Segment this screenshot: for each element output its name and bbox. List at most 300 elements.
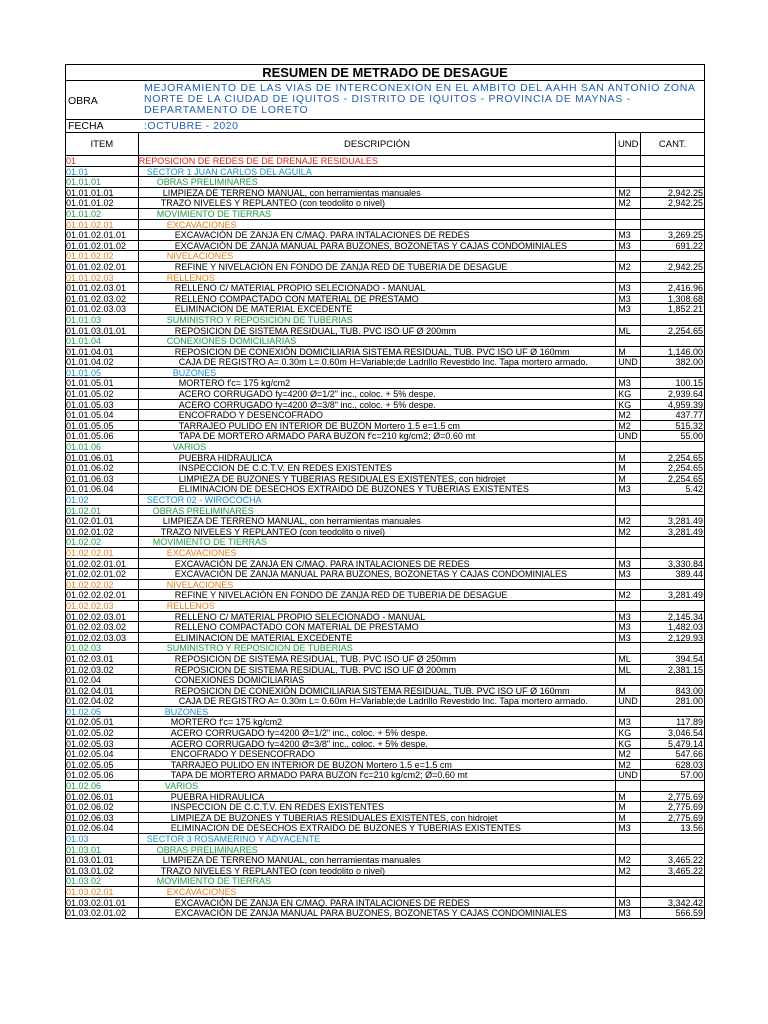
row-description: VARIOS — [139, 781, 617, 791]
row-quantity: 2,381.15 — [667, 664, 703, 675]
table-row — [66, 506, 704, 517]
row-quantity: 2,254.65 — [667, 325, 703, 336]
row-item-code: 01.01.06.02 — [0, 463, 139, 473]
row-quantity: 3,342.42 — [667, 897, 703, 908]
fecha-value: :OCTUBRE - 2020 — [144, 120, 239, 132]
row-unit: M2 — [616, 855, 641, 865]
row-quantity: 389.44 — [675, 569, 703, 579]
row-unit: M3 — [616, 622, 641, 632]
row-item-code: 01.02.03.02 — [0, 665, 139, 675]
row-quantity: 2,775.69 — [667, 812, 703, 823]
row-quantity: 2,416.96 — [667, 283, 703, 293]
row-description: RELLENOS — [139, 601, 617, 611]
row-item-code: 01.01.03 — [0, 315, 139, 325]
row-quantity: 3,046.54 — [667, 728, 703, 738]
row-unit: M2 — [616, 866, 641, 876]
row-quantity — [641, 167, 704, 177]
row-item-code: 01.02.05.01 — [0, 717, 139, 727]
table-row — [66, 802, 704, 813]
row-description: VARIOS — [139, 442, 617, 452]
row-description: EXCAVACIÓN DE ZANJA MANUAL PARA BUZONES, BOZONETAS Y CAJAS CONDOMINIALES — [139, 241, 617, 251]
row-description: ACERO CORRUGADO fy=4200 Ø=3/8" inc., coloc. + 5% despe. — [139, 739, 617, 749]
row-description: NIVELACIONES — [139, 580, 617, 590]
row-item-code: 01.01.04 — [0, 336, 139, 346]
row-description: TRAZO NIVELES Y REPLANTEO (con teodolito o nivel) — [139, 527, 617, 537]
row-item-code: 01.01.01.01 — [0, 188, 139, 198]
row-item-code: 01.02.02.01.02 — [0, 569, 139, 579]
row-description: RELLENO C/ MATERIAL PROPIO SELECIONADO - MANUAL — [139, 612, 617, 622]
row-description: TARRAJEO PULIDO EN INTERIOR DE BUZON Mortero 1.5 e=1.5 cm — [139, 421, 617, 431]
table-row — [66, 770, 704, 781]
row-description: RELLENO COMPACTADO CON MATERIAL DE PRESTAMO — [139, 622, 617, 632]
row-description: BUZONES — [139, 707, 617, 717]
obra-row — [65, 80, 705, 119]
row-item-code: 01.02.06.01 — [0, 792, 139, 802]
table-row — [66, 156, 704, 167]
table-row — [66, 442, 704, 453]
table-row — [66, 421, 704, 432]
row-quantity — [641, 495, 704, 505]
row-description: REPOSICION DE CONEXIÓN DOMICILIARIA SISTEMA RESIDUAL, TUB. PVC ISO UF Ø 160mm — [139, 686, 617, 696]
row-item-code: 01.01.06.04 — [0, 484, 139, 494]
row-description: NIVELACIONES — [139, 251, 617, 261]
row-item-code: 01.02.02 — [0, 537, 139, 547]
row-item-code: 01.01.02.02.01 — [0, 262, 139, 272]
table-row — [66, 686, 704, 697]
row-unit: M2 — [616, 590, 641, 600]
row-description: LIMPIEZA DE BUZONES Y TUBERIAS RESIDUALES EXISTENTES, con hidrojet — [139, 474, 617, 484]
row-description: REFINE Y NIVELACIÓN EN FONDO DE ZANJA RED DE TUBERIA DE DESAGUE — [139, 262, 617, 272]
row-unit — [616, 675, 641, 685]
row-quantity: 394.54 — [675, 653, 703, 664]
row-item-code: 01.02.01 — [0, 506, 139, 516]
row-item-code: 01.02.02.01.01 — [0, 559, 139, 569]
row-unit: M2 — [616, 749, 641, 759]
row-item-code: 01.01.05.02 — [0, 389, 139, 399]
row-description: BUZONES — [139, 368, 617, 378]
row-item-code: 01.02.06.04 — [0, 823, 139, 833]
table-row — [66, 167, 704, 178]
table-row — [66, 326, 704, 337]
row-item-code: 01.02.05.05 — [0, 760, 139, 770]
row-item-code: 01.03 — [0, 834, 139, 844]
row-item-code: 01.03.01.02 — [0, 866, 139, 876]
table-row — [66, 866, 704, 877]
row-quantity: 2,254.65 — [667, 452, 703, 463]
row-description: REFINE Y NIVELACIÓN EN FONDO DE ZANJA RED DE TUBERIA DE DESAGUE — [139, 590, 617, 600]
row-description: MORTERO f'c= 175 kg/cm2 — [139, 378, 617, 388]
row-item-code: 01.01.02.03.02 — [0, 294, 139, 304]
row-description: SECTOR 02 - WIROCOCHA — [139, 495, 617, 505]
row-quantity — [641, 834, 704, 844]
row-description: MORTERO f'c= 175 kg/cm2 — [139, 717, 617, 727]
row-unit — [616, 580, 641, 590]
row-item-code: 01.01.05.03 — [0, 400, 139, 410]
row-item-code: 01.02.02.03.01 — [0, 612, 139, 622]
row-unit — [616, 834, 641, 844]
row-description: ELIMINACION DE MATERIAL EXCEDENTE — [139, 304, 617, 314]
row-item-code: 01.01.02.03.03 — [0, 304, 139, 314]
row-description: MOVIMIENTO DE TIERRAS — [139, 537, 617, 547]
row-unit: M — [616, 453, 641, 463]
row-unit: UND — [616, 357, 641, 367]
row-description: OBRAS PRELIMINARES — [139, 177, 617, 187]
row-item-code: 01.01.02.01.02 — [0, 241, 139, 251]
row-unit: M3 — [616, 908, 641, 918]
row-item-code: 01.01.01 — [0, 177, 139, 187]
row-description: EXCAVACIÓN DE ZANJA EN C/MAQ. PARA INTALACIONES DE REDES — [139, 559, 617, 569]
row-unit — [616, 442, 641, 452]
row-unit: M3 — [616, 633, 641, 643]
row-description: OBRAS PRELIMINARES — [139, 506, 617, 516]
row-quantity: 437.77 — [675, 410, 703, 420]
row-quantity — [641, 315, 704, 325]
row-item-code: 01.01.02.03 — [0, 273, 139, 283]
row-quantity: 2,775.69 — [667, 791, 703, 802]
table-row — [66, 622, 704, 633]
row-unit: M2 — [616, 410, 641, 420]
row-quantity: 100.15 — [675, 378, 703, 389]
row-unit — [616, 209, 641, 219]
column-header-descripcion: DESCRIPCIÓN — [139, 133, 617, 155]
row-description: RELLENOS — [139, 273, 617, 283]
row-item-code: 01.02 — [0, 495, 139, 505]
row-unit — [616, 537, 641, 547]
row-unit: M — [616, 463, 641, 473]
row-item-code: 01.01.04.01 — [0, 347, 139, 357]
row-description: TRAZO NIVELES Y REPLANTEO (con teodolito o nivel) — [139, 198, 617, 208]
row-unit — [616, 368, 641, 378]
table-row — [66, 463, 704, 474]
row-quantity: 2,942.25 — [667, 261, 703, 272]
table-row — [66, 177, 704, 188]
row-description: INSPECCION DE C.C.T.V. EN REDES EXISTENTES — [139, 463, 617, 473]
table-row — [66, 739, 704, 750]
row-quantity — [641, 251, 704, 261]
table-row — [66, 220, 704, 231]
row-unit — [616, 707, 641, 717]
row-unit — [616, 781, 641, 791]
table-body — [65, 156, 705, 919]
row-description: ENCOFRADO Y DESENCOFRADO — [139, 410, 617, 420]
table-row — [66, 760, 704, 771]
row-item-code: 01.02.02.03 — [0, 601, 139, 611]
row-description: TAPA DE MORTERO ARMADO PARA BUZON f'c=210 kg/cm2; Ø=0.60 mt — [139, 431, 617, 441]
row-item-code: 01.01.05.04 — [0, 410, 139, 420]
row-unit: M3 — [616, 378, 641, 388]
row-quantity: 628.03 — [675, 759, 703, 770]
row-item-code: 01.01.04.02 — [0, 357, 139, 367]
row-quantity: 5,479.14 — [667, 738, 703, 749]
table-row — [66, 495, 704, 506]
row-item-code: 01.01 — [0, 167, 139, 177]
row-quantity — [641, 707, 704, 717]
row-description: PUEBRA HIDRAULICA — [139, 792, 617, 802]
row-item-code: 01.02.04.01 — [0, 686, 139, 696]
row-description: EXCAVACIÓN DE ZANJA MANUAL PARA BUZONES, BOZONETAS Y CAJAS CONDOMINIALES — [139, 908, 617, 918]
row-item-code: 01.02.05.03 — [0, 739, 139, 749]
row-unit: M2 — [616, 760, 641, 770]
table-row — [66, 590, 704, 601]
table-row — [66, 876, 704, 887]
row-quantity: 3,269.25 — [667, 230, 703, 240]
obra-text: MEJORAMIENTO DE LAS VIAS DE INTERCONEXION EN EL AMBITO DEL AAHH SAN ANTONIO ZONA NORTE DE LA CIUDAD DE IQUITOS - DISTRITO DE IQUITOS - PROVINCIA DE MAYNAS - DEPARTAMENTO DE LORETO — [144, 82, 696, 116]
row-quantity: 2,942.25 — [667, 187, 703, 198]
row-description: EXCAVACIONES — [139, 220, 617, 230]
row-quantity: 3,330.84 — [667, 558, 703, 569]
row-item-code: 01.01.02.01 — [0, 220, 139, 230]
row-item-code: 01.03.02 — [0, 876, 139, 886]
row-description: EXCAVACIONES — [139, 887, 617, 897]
row-quantity — [641, 887, 704, 897]
row-quantity: 3,281.49 — [667, 516, 703, 526]
row-description: ACERO CORRUGADO fy=4200 Ø=1/2" inc., coloc. + 5% despe. — [139, 389, 617, 399]
row-quantity: 1,852.21 — [667, 304, 703, 314]
row-item-code: 01.01.06.03 — [0, 474, 139, 484]
row-unit: M3 — [616, 569, 641, 579]
table-row — [66, 378, 704, 389]
row-quantity: 2,254.65 — [667, 463, 703, 473]
row-unit: M2 — [616, 262, 641, 272]
row-quantity: 843.00 — [675, 685, 703, 696]
row-description: TARRAJEO PULIDO EN INTERIOR DE BUZON Mortero 1.5 e=1.5 cm — [139, 760, 617, 770]
row-unit: M3 — [616, 294, 641, 304]
row-description: OBRAS PRELIMINARES — [139, 845, 617, 855]
row-quantity — [641, 580, 704, 590]
row-description: MOVIMIENTO DE TIERRAS — [139, 209, 617, 219]
row-description: CONEXIONES DOMICILIARIAS — [139, 336, 617, 346]
row-unit — [616, 336, 641, 346]
row-quantity: 4,959.39 — [667, 399, 703, 410]
row-description: ENCOFRADO Y DESENCOFRADO — [139, 749, 617, 759]
row-unit: M — [616, 474, 641, 484]
row-item-code: 01.01.05.05 — [0, 421, 139, 431]
row-quantity — [641, 336, 704, 346]
row-item-code: 01.02.02.03.03 — [0, 633, 139, 643]
table-row — [66, 262, 704, 273]
row-item-code: 01.01.01.02 — [0, 198, 139, 208]
table-row — [66, 898, 704, 909]
row-quantity — [641, 442, 704, 452]
row-description: CONEXIONES DOMICILIARIAS — [139, 675, 617, 685]
row-description: TAPA DE MORTERO ARMADO PARA BUZON f'c=210 kg/cm2; Ø=0.60 mt — [139, 770, 617, 780]
row-description: CAJA DE REGISTRO A= 0.30m L= 0.60m H=Variable;de Ladrillo Revestido Inc. Tapa mortero armado. — [139, 696, 617, 706]
row-item-code: 01.01.05 — [0, 368, 139, 378]
table-row — [66, 675, 704, 686]
row-item-code: 01.02.01.01 — [0, 516, 139, 526]
row-description: TRAZO NIVELES Y REPLANTEO (con teodolito o nivel) — [139, 866, 617, 876]
row-quantity — [641, 273, 704, 283]
row-unit: M — [616, 813, 641, 823]
table-row — [66, 368, 704, 379]
row-description: EXCAVACIÓN DE ZANJA EN C/MAQ. PARA INTALACIONES DE REDES — [139, 230, 617, 240]
row-item-code: 01.02.05.06 — [0, 770, 139, 780]
row-quantity: 2,145.34 — [667, 611, 703, 622]
row-item-code: 01.02.02.03.02 — [0, 622, 139, 632]
row-unit: ML — [616, 326, 641, 336]
row-quantity: 281.00 — [675, 696, 703, 706]
table-row — [66, 294, 704, 305]
row-unit: KG — [616, 739, 641, 749]
table-row — [66, 315, 704, 326]
table-row — [66, 474, 704, 485]
row-item-code: 01.03.02.01 — [0, 887, 139, 897]
row-unit — [616, 887, 641, 897]
table-row — [66, 855, 704, 866]
row-quantity — [641, 220, 704, 230]
table-row — [66, 516, 704, 527]
row-item-code: 01.02.01.02 — [0, 527, 139, 537]
row-description: REPOSICION DE SISTEMA RESIDUAL, TUB. PVC ISO UF Ø 200mm — [139, 326, 617, 336]
row-item-code: 01.02.05.04 — [0, 749, 139, 759]
table-row — [66, 654, 704, 665]
row-unit: M — [616, 792, 641, 802]
row-description: REPOSICION DE SISTEMA RESIDUAL, TUB. PVC ISO UF Ø 250mm — [139, 654, 617, 664]
table-row — [66, 887, 704, 898]
row-unit — [616, 845, 641, 855]
row-quantity — [641, 537, 704, 547]
table-row — [66, 908, 704, 919]
row-description: EXCAVACIÓN DE ZANJA MANUAL PARA BUZONES, BOZONETAS Y CAJAS CONDOMINIALES — [139, 569, 617, 579]
row-unit — [616, 273, 641, 283]
row-item-code: 01.01.02 — [0, 209, 139, 219]
table-row — [66, 209, 704, 220]
table-row — [66, 336, 704, 347]
row-unit: M3 — [616, 484, 641, 494]
row-description: CAJA DE REGISTRO A= 0.30m L= 0.60m H=Variable;de Ladrillo Revestido Inc. Tapa mortero armado. — [139, 357, 617, 367]
table-row — [66, 548, 704, 559]
table-row — [66, 696, 704, 707]
row-quantity: 382.00 — [675, 357, 703, 367]
row-description: SECTOR 3 ROSAMERINO Y ADYACENTE — [139, 834, 617, 844]
row-quantity: 1,308.68 — [667, 293, 703, 304]
row-unit: M2 — [616, 198, 641, 208]
row-item-code: 01.02.06.02 — [0, 802, 139, 812]
row-unit: M — [616, 347, 641, 357]
row-quantity — [641, 548, 704, 558]
fecha-label: FECHA — [68, 120, 104, 132]
row-description: EXCAVACIÓN DE ZANJA EN C/MAQ. PARA INTALACIONES DE REDES — [139, 898, 617, 908]
row-quantity: 57.00 — [680, 770, 703, 781]
row-description: PUEBRA HIDRAULICA — [139, 453, 617, 463]
row-item-code: 01.02.05.02 — [0, 728, 139, 738]
row-unit — [616, 601, 641, 611]
row-item-code: 01.02.03.01 — [0, 654, 139, 664]
table-row — [66, 580, 704, 591]
row-unit — [616, 495, 641, 505]
row-description: SECTOR 1 JUAN CARLOS DEL AGUILA — [139, 167, 617, 177]
row-quantity: 3,281.49 — [667, 526, 703, 537]
table-row — [66, 781, 704, 792]
row-item-code: 01.02.05 — [0, 707, 139, 717]
row-item-code: 01.01.05.06 — [0, 431, 139, 441]
table-row — [66, 633, 704, 644]
row-unit: KG — [616, 728, 641, 738]
table-row — [66, 410, 704, 421]
row-description: MOVIMIENTO DE TIERRAS — [139, 876, 617, 886]
row-unit: ML — [616, 665, 641, 675]
row-item-code: 01.01.02.01.01 — [0, 230, 139, 240]
row-quantity: 2,129.93 — [667, 632, 703, 643]
row-description: RELLENO C/ MATERIAL PROPIO SELECIONADO - MANUAL — [139, 283, 617, 293]
row-quantity: 3,281.49 — [667, 590, 703, 600]
row-quantity: 5.42 — [685, 484, 703, 494]
row-unit — [616, 315, 641, 325]
row-item-code: 01.02.02.02.01 — [0, 590, 139, 600]
row-description: REPOSICION DE CONEXIÓN DOMICILIARIA SISTEMA RESIDUAL, TUB. PVC ISO UF Ø 160mm — [139, 347, 617, 357]
row-unit: M2 — [616, 516, 641, 526]
row-quantity: 2,254.65 — [667, 473, 703, 484]
row-description: ACERO CORRUGADO fy=4200 Ø=1/2" inc., coloc. + 5% despe. — [139, 728, 617, 738]
column-header-und: UND — [616, 133, 641, 155]
row-description: LIMPIEZA DE BUZONES Y TUBERIAS RESIDUALES EXISTENTES, con hidrojet — [139, 813, 617, 823]
row-unit: M3 — [616, 898, 641, 908]
table-row — [66, 484, 704, 495]
row-item-code: 01.02.04.02 — [0, 696, 139, 706]
row-unit: M3 — [616, 612, 641, 622]
row-item-code: 01 — [0, 156, 139, 166]
row-unit: M3 — [616, 823, 641, 833]
row-unit: KG — [616, 400, 641, 410]
row-quantity: 1,146.00 — [667, 346, 703, 357]
row-item-code: 01.03.01.01 — [0, 855, 139, 865]
table-row — [66, 527, 704, 538]
table-row — [66, 188, 704, 199]
row-quantity — [641, 643, 704, 653]
obra-label: OBRA — [68, 95, 98, 107]
row-unit: M3 — [616, 717, 641, 727]
row-unit: KG — [616, 389, 641, 399]
row-description: EXCAVACIONES — [139, 548, 617, 558]
table-row — [66, 453, 704, 464]
row-unit: M3 — [616, 241, 641, 251]
table-row — [66, 601, 704, 612]
row-description: LIMPIEZA DE TERRENO MANUAL, con herramientas manuales — [139, 516, 617, 526]
row-unit — [616, 643, 641, 653]
row-unit: UND — [616, 431, 641, 441]
row-quantity — [641, 876, 704, 886]
fecha-row — [65, 119, 705, 132]
row-unit: M2 — [616, 188, 641, 198]
row-unit — [616, 548, 641, 558]
row-item-code: 01.02.03 — [0, 643, 139, 653]
row-unit: M3 — [616, 559, 641, 569]
table-row — [66, 357, 704, 368]
row-unit: M — [616, 802, 641, 812]
table-row — [66, 834, 704, 845]
row-quantity — [641, 781, 704, 791]
row-unit — [616, 167, 641, 177]
column-header-cant: CANT. — [658, 138, 687, 150]
table-row — [66, 304, 704, 315]
row-unit: UND — [616, 696, 641, 706]
row-unit — [616, 506, 641, 516]
table-row — [66, 665, 704, 676]
row-description: LIMPIEZA DE TERRENO MANUAL, con herramientas manuales — [139, 855, 617, 865]
table-row — [66, 728, 704, 739]
table-row — [66, 707, 704, 718]
row-item-code: 01.01.03.01.01 — [0, 326, 139, 336]
row-item-code: 01.03.01 — [0, 845, 139, 855]
row-quantity — [641, 156, 704, 166]
row-item-code: 01.02.06.03 — [0, 813, 139, 823]
row-quantity — [641, 177, 704, 187]
row-quantity: 566.59 — [675, 908, 703, 918]
row-quantity: 2,775.69 — [667, 802, 703, 812]
table-row — [66, 845, 704, 856]
table-row — [66, 198, 704, 209]
row-description: ELIMINACION DE MATERIAL EXCEDENTE — [139, 633, 617, 643]
